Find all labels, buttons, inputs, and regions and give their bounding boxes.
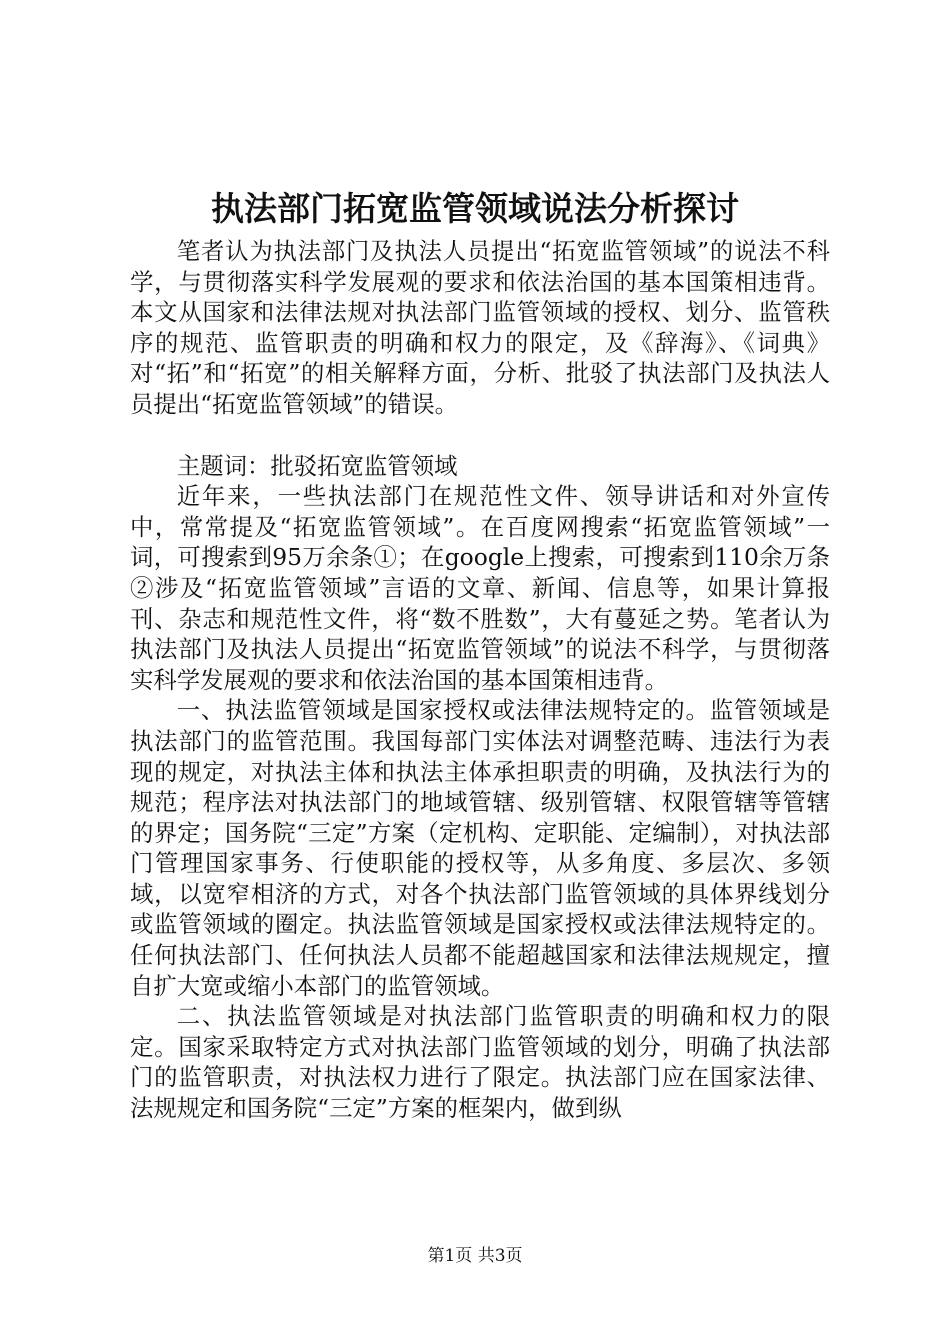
intro-paragraph: 近年来，一些执法部门在规范性文件、领导讲话和对外宣传中，常常提及“拓宽监管领域”。在百度网搜索“拓宽监管领域”一词，可搜索到95万余条①；在google上搜索，可搜索到110余万条②涉及“拓宽监管领域”言语的文章、新闻、信息等，如果计算报刊、杂志和规范性文件，将“数不胜数”，大有蔓延之势。笔者认为执法部门及执法人员提出“拓宽监管领域”的说法不科学，与贯彻落实科学发展观的要求和依法治国的基本国策相违背。	[130, 482, 830, 694]
document-title: 执法部门拓宽监管领域说法分析探讨	[211, 189, 739, 228]
section-two-paragraph: 二、执法监管领域是对执法部门监管职责的明确和权力的限定。国家采取特定方式对执法部门监管领域的划分，明确了执法部门的监管职责，对执法权力进行了限定。执法部门应在国家法律、法规规定和国务院“三定”方案的框架内，做到纵	[130, 1002, 830, 1123]
keywords-paragraph: 主题词：批驳拓宽监管领域	[176, 451, 458, 480]
abstract-paragraph: 笔者认为执法部门及执法人员提出“拓宽监管领域”的说法不科学，与贯彻落实科学发展观的要求和依法治国的基本国策相违背。本文从国家和法律法规对执法部门监管领域的授权、划分、监管秩序的规范、监管职责的明确和权力的限定，及《辞海》、《词典》对“拓”和“拓宽”的相关解释方面，分析、批驳了执法部门及执法人员提出“拓宽监管领域”的错误。	[130, 237, 830, 418]
page-footer: 第1页 共3页	[427, 1246, 523, 1266]
section-one-paragraph: 一、执法监管领域是国家授权或法律法规特定的。监管领域是执法部门的监管范围。我国每部门实体法对调整范畴、违法行为表现的规定，对执法主体和执法主体承担职责的明确，及执法行为的规范；程序法对执法部门的地域管辖、级别管辖、权限管辖等管辖的界定；国务院“三定”方案（定机构、定职能、定编制），对执法部门管理国家事务、行使职能的授权等，从多角度、多层次、多领域，以宽窄相济的方式，对各个执法部门监管领域的具体界线划分或监管领域的圈定。执法监管领域是国家授权或法律法规特定的。任何执法部门、任何执法人员都不能超越国家和法律法规规定，擅自扩大宽或缩小本部门的监管领域。	[130, 696, 830, 1000]
document-body	[130, 236, 830, 1124]
